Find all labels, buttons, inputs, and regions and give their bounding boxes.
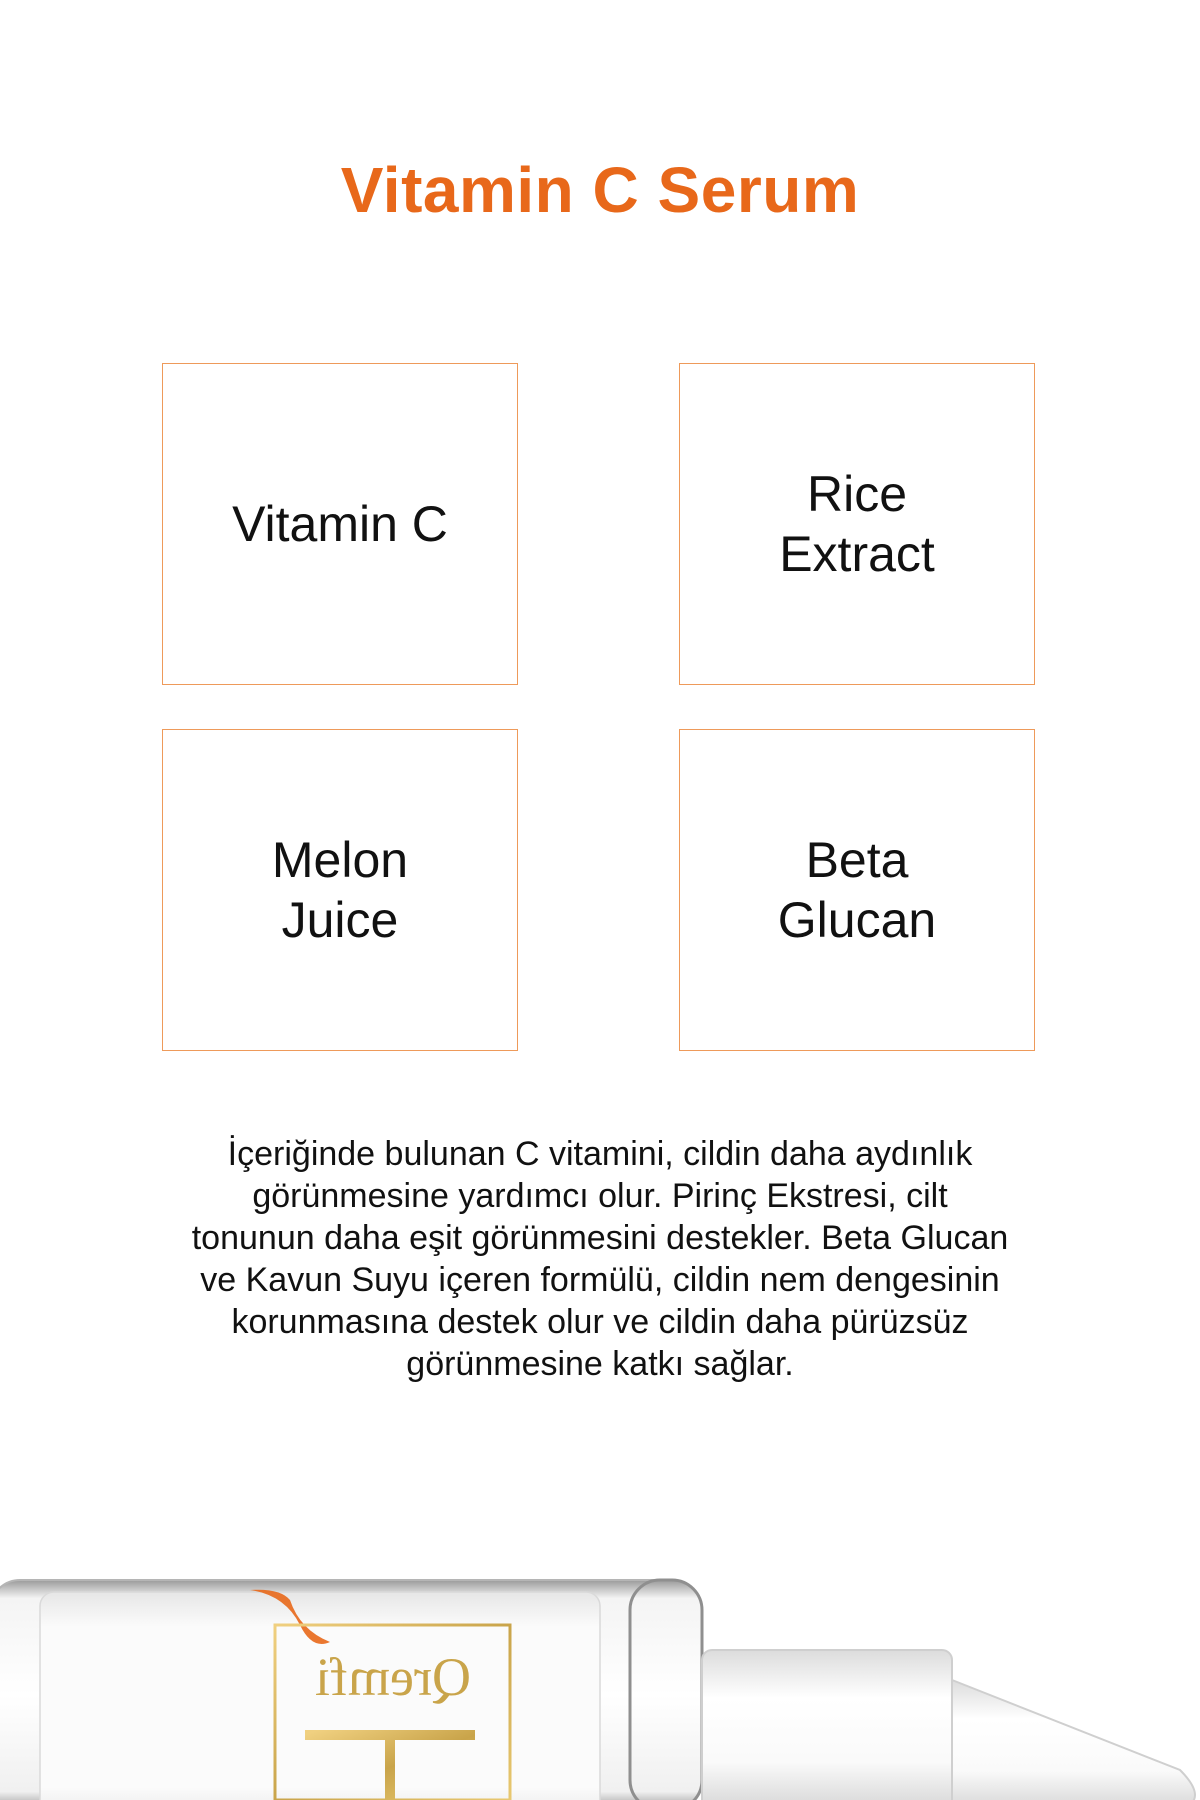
serum-bottle-image bbox=[0, 1570, 1200, 1800]
product-description: İçeriğinde bulunan C vitamini, cildin daha aydınlık görünmesine yardımcı olur. Pirinç Ekstresi, cilt tonunun daha eşit görünmesini destekler. Beta Glucan ve Kavun Suyu içeren formülü, cildin nem dengesinin korunmasına destek olur ve cildin daha pürüzsüz görünmesine katkı sağlar. bbox=[191, 1135, 1009, 1383]
ingredient-label: Beta Glucan bbox=[777, 832, 937, 948]
dropper-bulb bbox=[952, 1680, 1195, 1800]
ingredient-card-melon-juice bbox=[162, 729, 518, 1051]
ingredient-label: Rice Extract bbox=[779, 466, 935, 582]
ingredient-label: Vitamin C bbox=[232, 496, 448, 552]
ingredient-label: Melon Juice bbox=[271, 832, 409, 948]
ingredient-card-vitamin-c bbox=[162, 363, 518, 685]
ingredient-card-rice-extract bbox=[679, 363, 1035, 685]
svg-text:Qremfi: Qremfi bbox=[315, 1647, 471, 1707]
page-title: Vitamin C Serum bbox=[340, 154, 860, 226]
ingredient-card-beta-glucan bbox=[679, 729, 1035, 1051]
dropper-cap bbox=[702, 1650, 952, 1800]
